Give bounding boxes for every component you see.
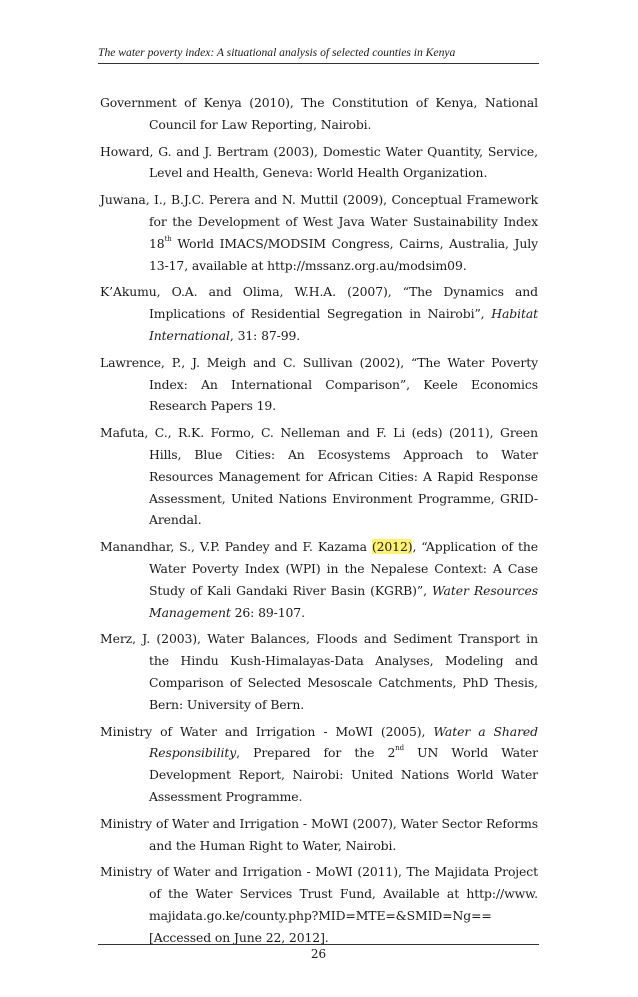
reference-entry: Mafuta, C., R.K. Formo, C. Nelleman and F. Li (eds) (2011), Green Hills, Blue Cities: An Ecosystems Approach to Water Resources Management for African Cities: A Rapid Response Assessment, United Nations Environment Programme, GRID-Arendal. [100,425,538,528]
reference-entry: Manandhar, S., V.P. Pandey and F. Kazama (2012), “Application of the Water Poverty Index (WPI) in the Nepalese Context: A Case Study of Kali Gandaki River Basin (KGRB)”, Water Resources Management 26: 89-107. [100,539,538,620]
ordinal-superscript: th [164,234,172,243]
ordinal-superscript: nd [395,744,405,753]
reference-entry: Merz, J. (2003), Water Balances, Floods and Sediment Transport in the Hindu Kush-Himalayas-Data Analyses, Modeling and Comparison of Selected Mesoscale Catchments, PhD Thesis, Bern: University of Bern. [100,631,538,712]
reference-entry: Ministry of Water and Irrigation - MoWI (2007), Water Sector Reforms and the Human Right to Water, Nairobi. [100,815,538,853]
page-footer [98,944,539,961]
reference-entry: Howard, G. and J. Bertram (2003), Domestic Water Quantity, Service, Level and Health, Geneva: World Health Organization. [100,143,538,181]
reference-entry: Ministry of Water and Irrigation - MoWI (2005), Water a Shared Responsibility, Prepared for the 2nd UN World Water Development Report, Nairobi: United Nations World Water Assessment Programme. [100,723,538,804]
reference-entry: K’Akumu, O.A. and Olima, W.H.A. (2007), “The Dynamics and Implications of Residential Segregation in Nairobi”, Habitat International, 31: 87-99. [100,284,538,343]
highlighted-year: (2012) [371,539,413,555]
journal-title: Habitat International [149,306,538,343]
reference-entry: Government of Kenya (2010), The Constitution of Kenya, National Council for Law Reporting, Nairobi. [100,95,538,132]
page-number: 26 [310,947,327,961]
reference-entry: Juwana, I., B.J.C. Perera and N. Muttil (2009), Conceptual Framework for the Development of West Java Water Sustainability Index 18th World IMACS/MODSIM Congress, Cairns, Australia, July 13-17, available at http://mssanz.org.au/modsim09. [100,192,538,273]
reference-entry: Ministry of Water and Irrigation - MoWI (2011), The Majidata Project of the Water Services Trust Fund, Available at http://www. majidata.go.ke/county.php?MID=MTE=&SMID=Ng== [Accessed on June 22, 2012]. [100,864,538,945]
reference-entry: Lawrence, P., J. Meigh and C. Sullivan (2002), “The Water Poverty Index: An International Comparison”, Keele Economics Research Papers 19. [100,354,538,414]
report-title: Water a Shared Responsibility [149,723,538,761]
journal-title: Water Resources Management [149,582,538,620]
running-header: The water poverty index: A situational analysis of selected counties in Kenya [98,46,539,64]
reference-list [100,92,538,953]
